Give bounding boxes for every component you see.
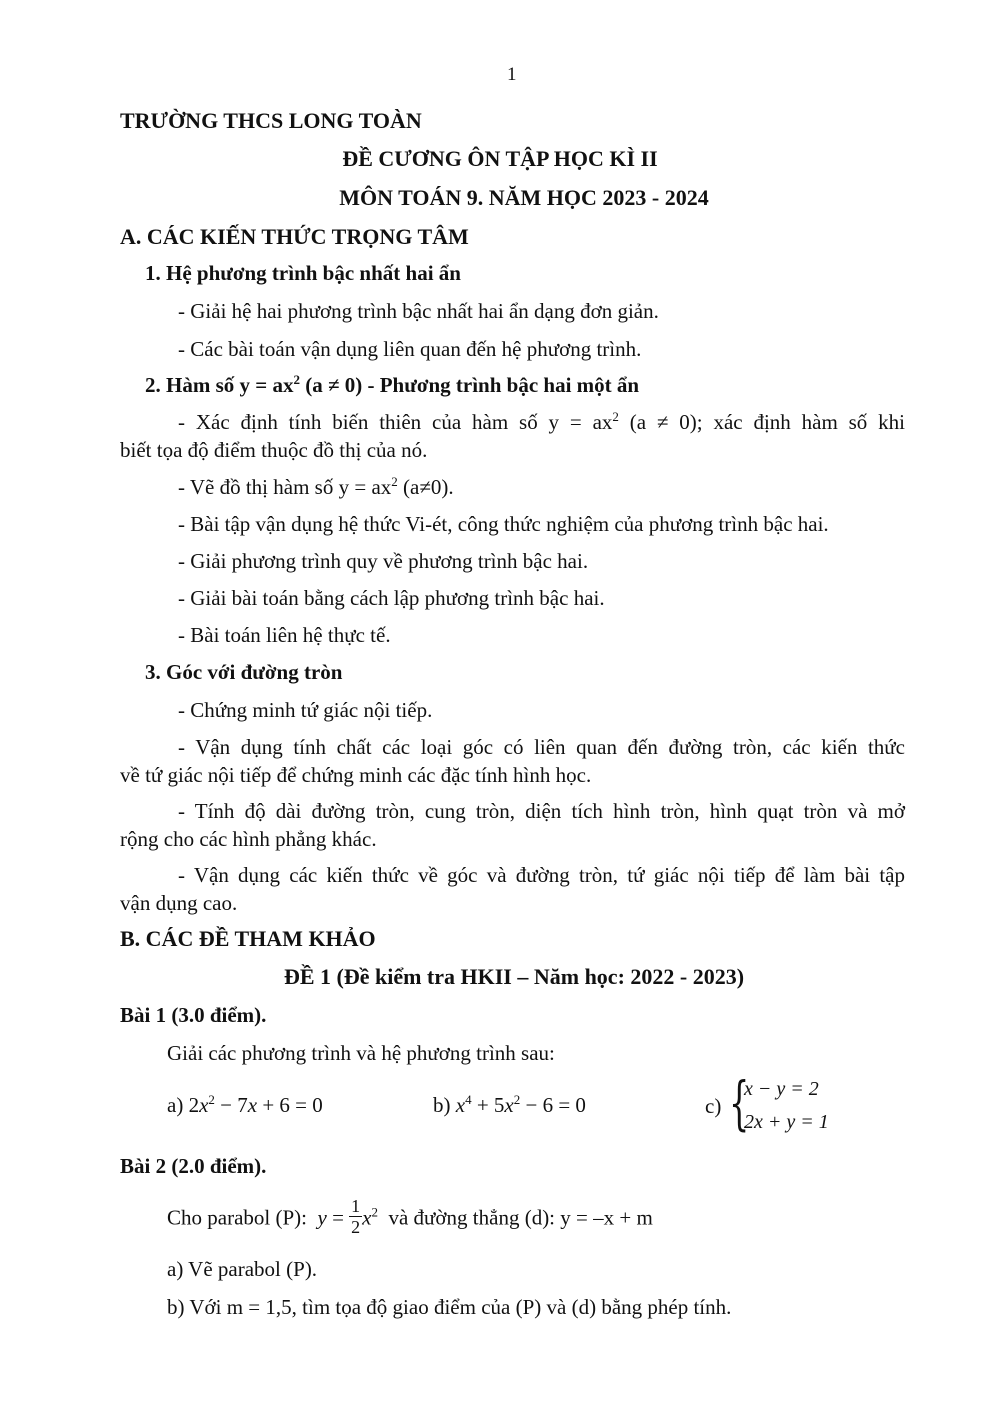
list-item: - Giải hệ hai phương trình bậc nhất hai ẩn dạng đơn giản.	[178, 299, 659, 323]
list-item: - Bài toán liên hệ thực tế.	[178, 623, 391, 647]
list-item-continuation: về tứ giác nội tiếp để chứng minh các đặc tính hình học.	[120, 763, 592, 787]
equation-b-label: b)	[433, 1093, 451, 1117]
equation-b: b) $x^4 + 5x^2 - 6 = 0$	[433, 1092, 586, 1117]
subsection-1-heading: 1. Hệ phương trình bậc nhất hai ẩn	[145, 261, 461, 285]
system-equation-1: x − y = 2	[744, 1078, 819, 1100]
section-b-heading: B. CÁC ĐỀ THAM KHẢO	[120, 926, 376, 951]
list-item: - Vận dụng tính chất các loại góc có liên quan đến đường tròn, các kiến thức	[178, 735, 905, 759]
page-number: 1	[507, 64, 517, 85]
equation-c-label: c)	[705, 1094, 722, 1118]
problem-2-part-b: b) Với m = 1,5, tìm tọa độ giao điểm của (P) và (d) bằng phép tính.	[167, 1295, 732, 1319]
problem-1-heading: Bài 1 (3.0 điểm).	[120, 1003, 267, 1027]
list-item-continuation: vận dụng cao.	[120, 891, 238, 915]
exam-title: ĐỀ 1 (Đề kiểm tra HKII – Năm học: 2022 - 2023)	[283, 964, 745, 989]
problem-2-intro: Cho parabol (P): y = $\frac{1}{2}$ $x^2$ và đường thẳng (d): y = –x + m	[167, 1196, 653, 1237]
system-equation-2: 2x + y = 1	[744, 1111, 829, 1133]
list-item: - Vẽ đồ thị hàm số $y = ax^2$ (a≠0).	[178, 474, 454, 499]
fraction-one-half: $\frac{1}{2}$	[351, 1196, 361, 1237]
subsection-2-heading: 2. Hàm số $y = ax^2$ (a ≠ 0) - Phương trình bậc hai một ẩn	[145, 372, 640, 397]
list-item: - Xác định tính biến thiên của hàm số $y = ax^2$ (a ≠ 0); xác định hàm số khi	[178, 409, 905, 434]
document-subtitle: MÔN TOÁN 9. NĂM HỌC 2023 - 2024	[339, 185, 709, 210]
list-item: - Bài tập vận dụng hệ thức Vi-ét, công thức nghiệm của phương trình bậc hai.	[178, 512, 829, 536]
list-item: - Vận dụng các kiến thức về góc và đường tròn, tứ giác nội tiếp để làm bài tập	[178, 863, 905, 887]
problem-2-part-a: a) Vẽ parabol (P).	[167, 1257, 318, 1281]
list-item: - Giải bài toán bằng cách lập phương trình bậc hai.	[178, 586, 605, 610]
list-item: - Giải phương trình quy về phương trình bậc hai.	[178, 549, 589, 573]
school-name: TRƯỜNG THCS LONG TOÀN	[120, 108, 422, 133]
subsection-3-heading: 3. Góc với đường tròn	[145, 660, 343, 684]
list-item: - Chứng minh tứ giác nội tiếp.	[178, 698, 433, 722]
problem-2-heading: Bài 2 (2.0 điểm).	[120, 1154, 267, 1178]
equation-a: a) $2x^2 - 7x + 6 = 0$	[167, 1092, 323, 1117]
list-item: - Tính độ dài đường tròn, cung tròn, diện tích hình tròn, hình quạt tròn và mở	[178, 799, 905, 823]
section-a-heading: A. CÁC KIẾN THỨC TRỌNG TÂM	[120, 224, 469, 249]
list-item-continuation: biết tọa độ điểm thuộc đồ thị của nó.	[120, 438, 428, 462]
list-item: - Các bài toán vận dụng liên quan đến hệ phương trình.	[178, 337, 642, 361]
equation-a-label: a)	[167, 1093, 184, 1117]
system-brace: {	[729, 1069, 750, 1137]
list-item-continuation: rộng cho các hình phẳng khác.	[120, 827, 377, 851]
problem-1-intro: Giải các phương trình và hệ phương trình sau:	[167, 1041, 555, 1065]
document-title: ĐỀ CƯƠNG ÔN TẬP HỌC KÌ II	[342, 146, 658, 171]
